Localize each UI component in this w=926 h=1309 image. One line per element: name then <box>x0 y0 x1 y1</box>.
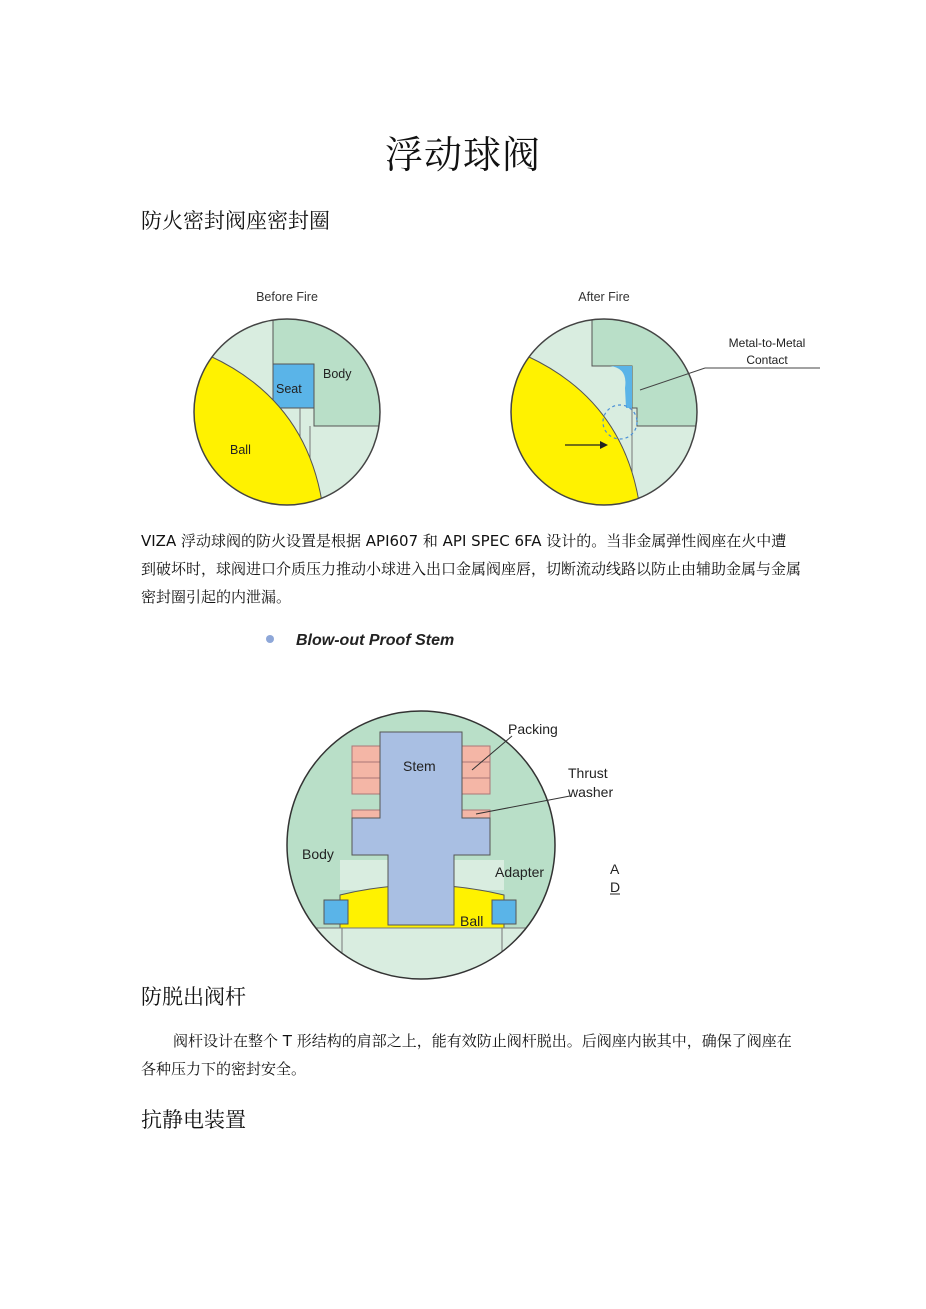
fire-safe-diagram <box>180 280 830 515</box>
blowout-paragraph: 阀杆设计在整个 T 形结构的肩部之上，能有效防止阀杆脱出。后阀座内嵌其中，确保了阀座在各种压力下的密封安全。 <box>141 1032 792 1078</box>
fire-safe-paragraph: VIZA 浮动球阀的防火设置是根据 API607 和 API SPEC 6FA 设计的。当非金属弹性阀座在火中遭到破坏时，球阀进口介质压力推动小球进入出口金属阀座唇，切断流动线路以防止由辅助金属与金属密封圈引起的内泄漏。 <box>141 532 802 606</box>
after-fire-cross-section <box>497 310 717 515</box>
section-heading-antistatic: 抗静电装置 <box>141 1108 246 1132</box>
adapter-label: Adapter <box>495 864 545 880</box>
stem-diagram <box>280 710 640 990</box>
ball-label: Ball <box>230 443 251 457</box>
after-fire-title: After Fire <box>578 290 630 304</box>
page-title: 浮动球阀 <box>384 133 541 177</box>
packing-label: Packing <box>508 721 558 737</box>
stem-body-label: Body <box>302 846 334 862</box>
thrust-label-line2: washer <box>568 784 614 800</box>
stem-ball-label: Ball <box>460 913 484 929</box>
before-fire-cross-section <box>180 310 400 515</box>
body-label: Body <box>323 367 352 381</box>
before-fire-title: Before Fire <box>256 290 318 304</box>
bullet-blow-out-proof-stem <box>266 632 454 650</box>
cut-label-a: A <box>610 861 620 877</box>
contact-label-line1: Metal-to-Metal <box>728 336 806 350</box>
contact-label-line2: Contact <box>746 353 788 367</box>
stem-label: Stem <box>403 758 436 774</box>
thrust-label-line1: Thrust <box>568 765 608 781</box>
section-heading-blowout: 防脱出阀杆 <box>141 985 246 1009</box>
section-heading-fire-safe: 防火密封阀座密封圈 <box>141 209 330 233</box>
bullet-dot-icon <box>266 635 274 643</box>
packing-block <box>462 746 490 762</box>
cut-label-d: D <box>610 879 621 895</box>
bullet-text: Blow-out Proof Stem <box>296 632 455 649</box>
seat-label: Seat <box>276 382 302 396</box>
